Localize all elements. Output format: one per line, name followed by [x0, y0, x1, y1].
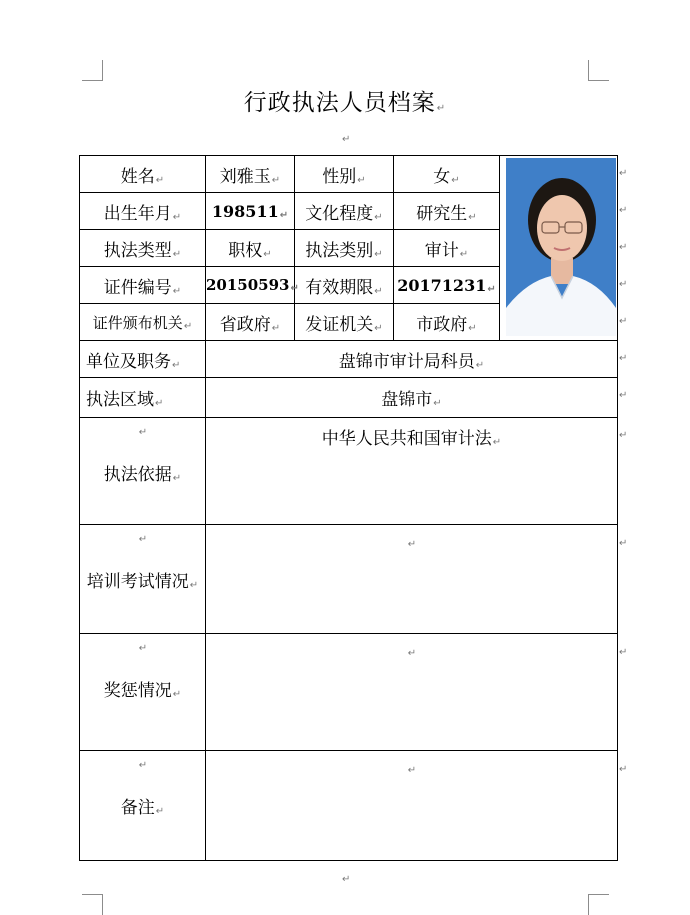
name-value[interactable]: 刘雅玉↵	[206, 156, 295, 193]
reward-value[interactable]: ↵	[206, 634, 618, 751]
remark-label-cell: ↵ 备注↵	[80, 751, 206, 861]
cert-office-label: 发证机关↵	[295, 304, 394, 341]
cert-no-label: 证件编号↵	[80, 267, 206, 304]
paragraph-mark-icon: ↵	[436, 103, 447, 114]
table-row	[80, 525, 618, 634]
paragraph-mark-icon: ↵	[342, 874, 351, 885]
paragraph-mark-icon: ↵	[342, 134, 351, 145]
table-row	[80, 341, 618, 378]
birth-value[interactable]: 198511↵	[206, 193, 295, 230]
reward-label-cell: ↵ 奖惩情况↵	[80, 634, 206, 751]
gender-value[interactable]: 女↵	[394, 156, 500, 193]
reward-label: 奖惩情况↵	[103, 681, 182, 701]
row-end-mark-icon: ↵	[619, 279, 628, 290]
training-value[interactable]: ↵	[206, 525, 618, 634]
enforcement-type-label: 执法类型↵	[80, 230, 206, 267]
table-row	[80, 378, 618, 418]
issuer-value[interactable]: 省政府↵	[206, 304, 295, 341]
enforcement-type-value[interactable]: 职权↵	[206, 230, 295, 267]
photo-cell	[500, 156, 618, 341]
training-label: 培训考试情况↵	[86, 572, 199, 592]
row-end-mark-icon: ↵	[619, 390, 628, 401]
crop-mark-top-left	[82, 60, 103, 81]
crop-mark-bottom-right	[588, 894, 609, 915]
unit-value[interactable]: 盘锦市审计局科员↵	[206, 341, 618, 378]
unit-label: 单位及职务↵	[80, 341, 206, 378]
basis-label: 执法依据↵	[103, 465, 182, 485]
issuer-label: 证件颁布机关↵	[80, 304, 206, 341]
document-title	[0, 84, 690, 117]
basis-value[interactable]: 中华人民共和国审计法↵	[206, 418, 618, 525]
portrait-photo	[506, 158, 616, 336]
table-row	[80, 418, 618, 525]
row-end-mark-icon: ↵	[619, 205, 628, 216]
enforcement-category-value[interactable]: 审计↵	[394, 230, 500, 267]
birth-label: 出生年月↵	[80, 193, 206, 230]
row-end-mark-icon: ↵	[619, 353, 628, 364]
row-end-mark-icon: ↵	[619, 316, 628, 327]
crop-mark-bottom-left	[82, 894, 103, 915]
crop-mark-top-right	[588, 60, 609, 81]
record-table	[79, 155, 618, 861]
remark-value[interactable]: ↵	[206, 751, 618, 861]
validity-label: 有效期限↵	[295, 267, 394, 304]
table-row	[80, 634, 618, 751]
gender-label: 性别↵	[295, 156, 394, 193]
education-value[interactable]: 研究生↵	[394, 193, 500, 230]
table-row	[80, 156, 618, 193]
table-row	[80, 751, 618, 861]
cert-no-value[interactable]: 20150593↵	[206, 267, 295, 304]
enforcement-category-label: 执法类别↵	[295, 230, 394, 267]
name-label: 姓名↵	[80, 156, 206, 193]
validity-value[interactable]: 20171231↵	[394, 267, 500, 304]
cert-office-value[interactable]: 市政府↵	[394, 304, 500, 341]
row-end-mark-icon: ↵	[619, 538, 628, 549]
basis-label-cell: ↵ 执法依据↵	[80, 418, 206, 525]
area-value[interactable]: 盘锦市↵	[206, 378, 618, 418]
row-end-mark-icon: ↵	[619, 764, 628, 775]
area-label: 执法区域↵	[80, 378, 206, 418]
education-label: 文化程度↵	[295, 193, 394, 230]
document-title-text: 行政执法人员档案	[243, 90, 436, 116]
row-end-mark-icon: ↵	[619, 647, 628, 658]
remark-label: 备注↵	[120, 798, 165, 818]
row-end-mark-icon: ↵	[619, 168, 628, 179]
row-end-mark-icon: ↵	[619, 430, 628, 441]
row-end-mark-icon: ↵	[619, 242, 628, 253]
training-label-cell: ↵ 培训考试情况↵	[80, 525, 206, 634]
